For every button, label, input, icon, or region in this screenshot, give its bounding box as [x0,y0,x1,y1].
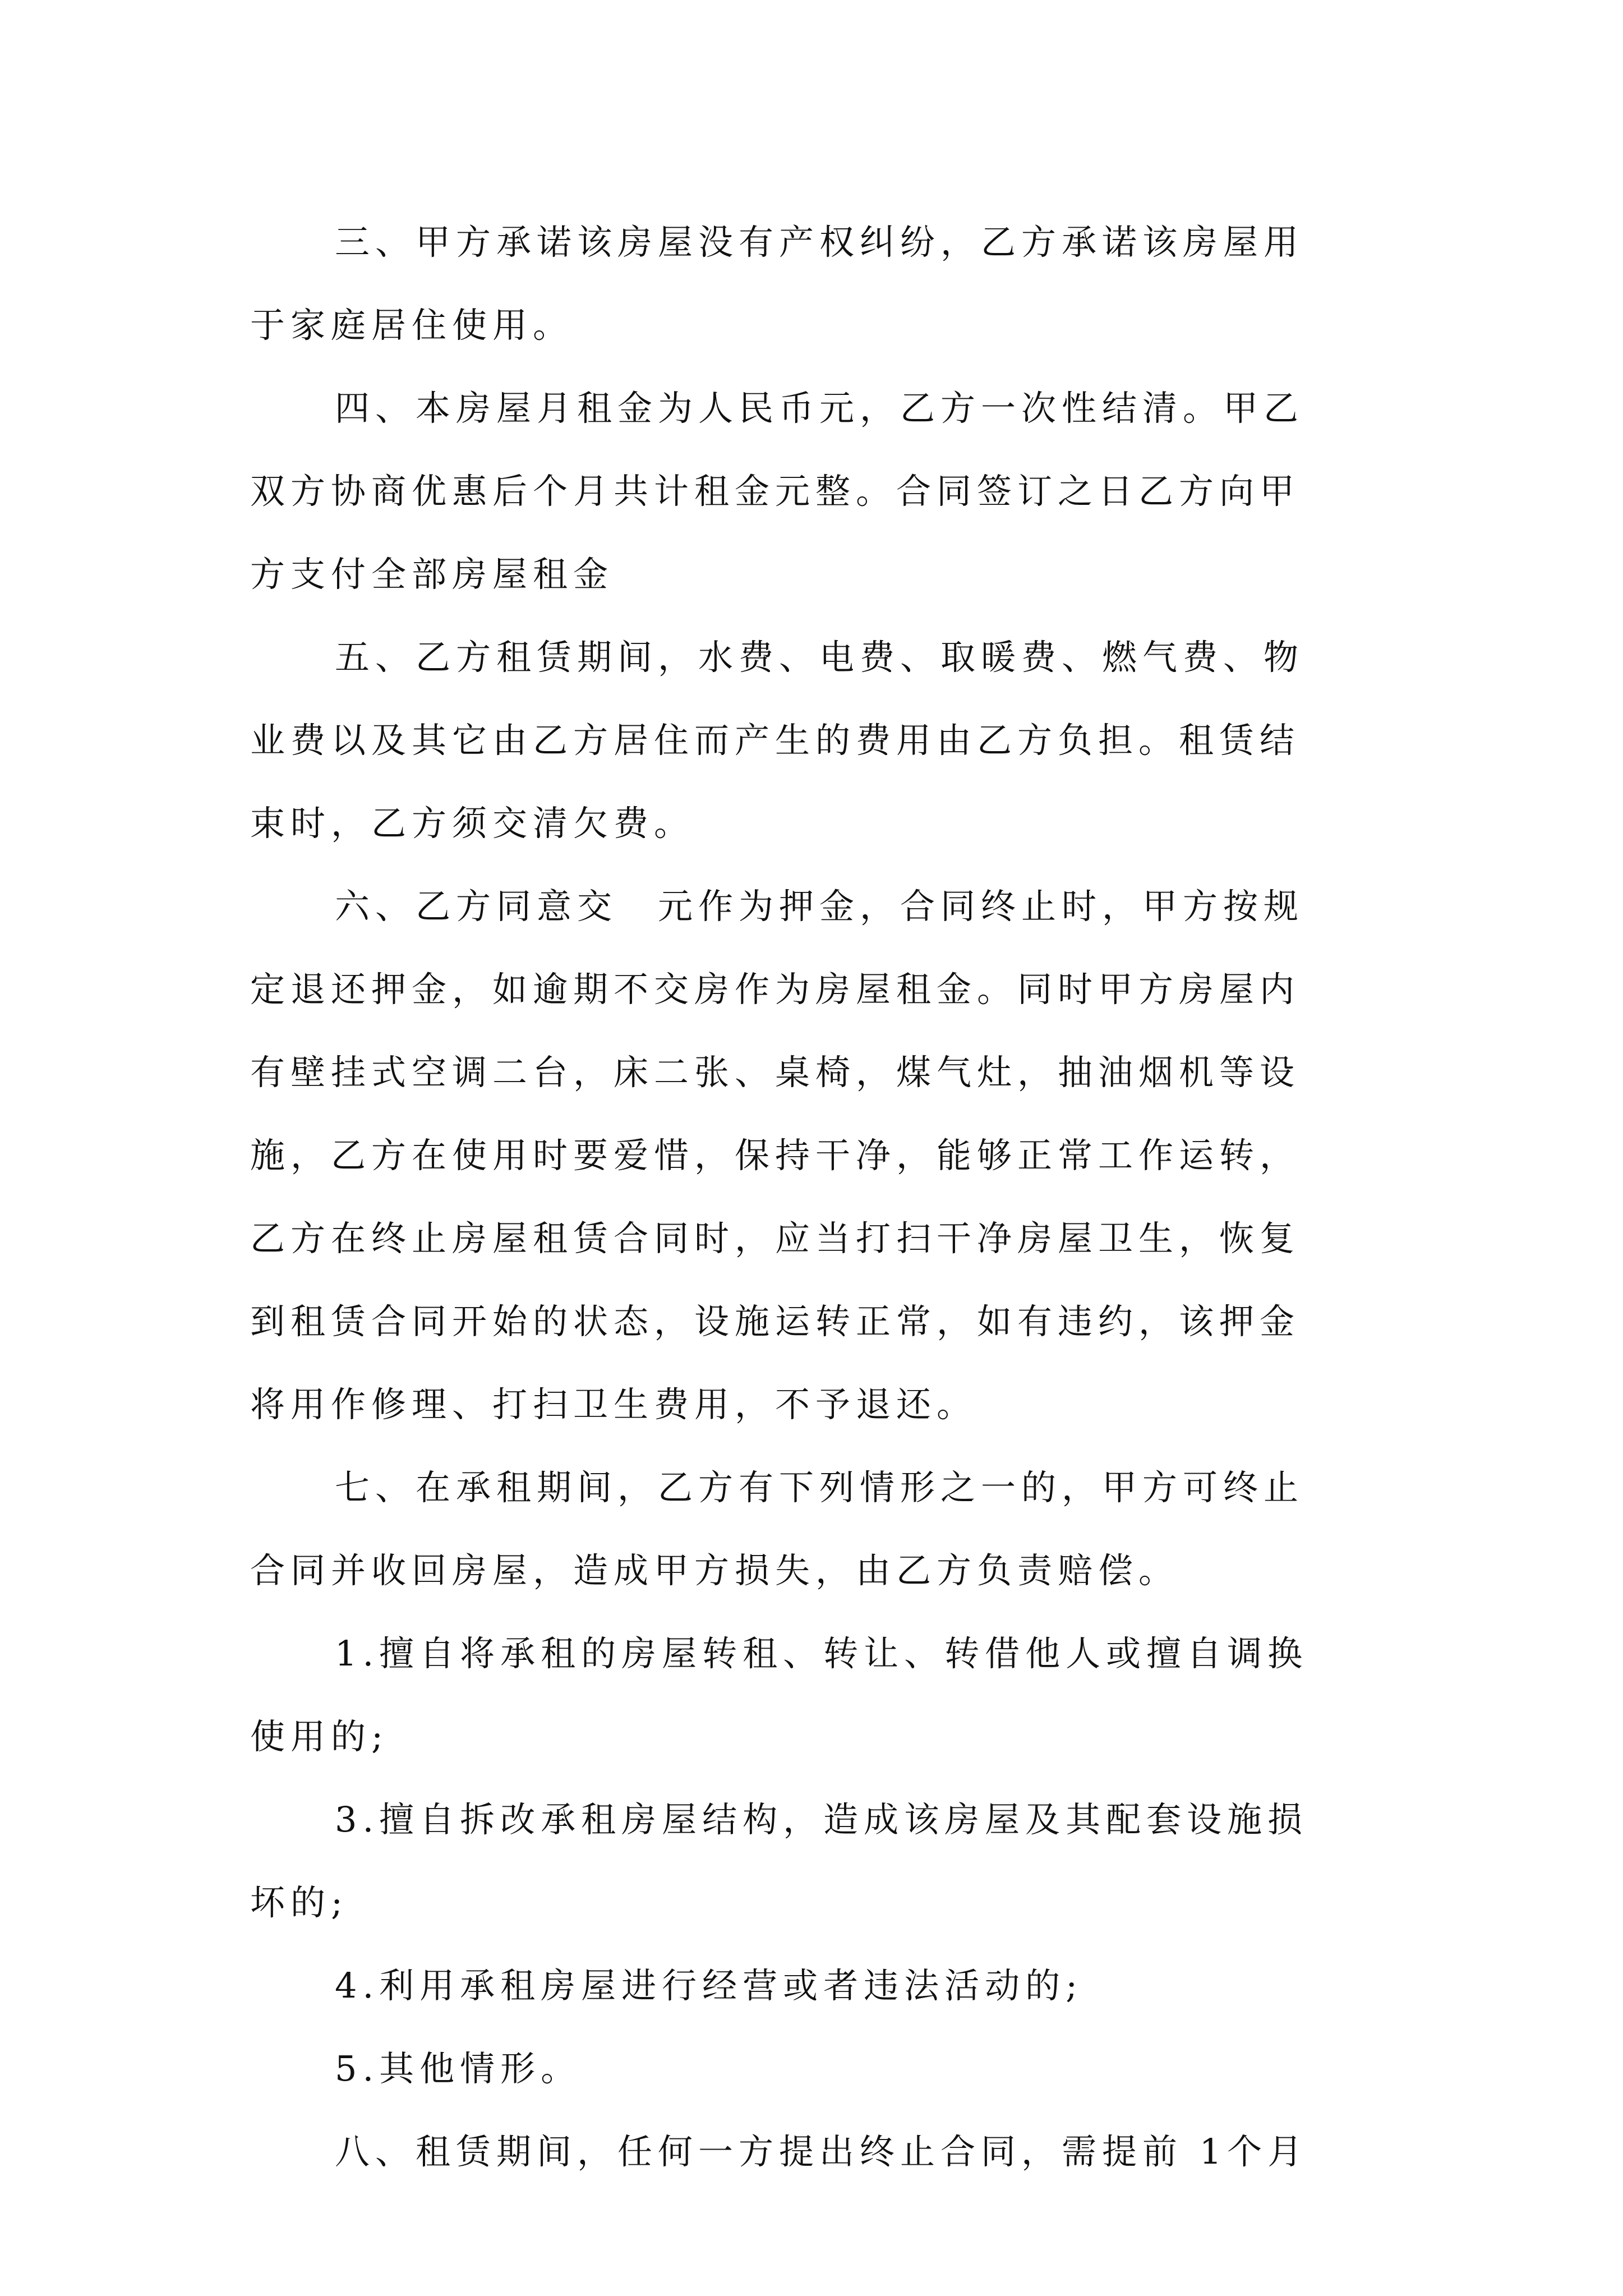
text-line: 4.利用承租房屋进行经营或者违法活动的; [335,1965,1083,2006]
text-line: 三、甲方承诺该房屋没有产权纠纷，乙方承诺该房屋用 [335,222,1304,263]
text-line: 合同并收回房屋，造成甲方损失，由乙方负责赔偿。 [250,1550,1179,1591]
text-line: 束时，乙方须交清欠费。 [250,803,695,844]
text-line: 施，乙方在使用时要爱惜，保持干净，能够正常工作运转， [250,1135,1301,1176]
text-line: 五、乙方租赁期间，水费、电费、取暖费、燃气费、物 [335,637,1304,678]
text-line: 双方协商优惠后个月共计租金元整。合同签订之日乙方向甲 [250,471,1301,512]
text-line: 业费以及其它由乙方居住而产生的费用由乙方负担。租赁结 [250,720,1301,761]
text-line: 3.擅自拆改承租房屋结构，造成该房屋及其配套设施损 [335,1799,1308,1840]
text-line: 定退还押金，如逾期不交房作为房屋租金。同时甲方房屋内 [250,969,1301,1010]
text-line: 使用的; [250,1716,389,1757]
text-line: 七、在承租期间，乙方有下列情形之一的，甲方可终止 [335,1467,1304,1508]
text-line: 1.擅自将承租的房屋转租、转让、转借他人或擅自调换 [335,1633,1308,1674]
text-line: 将用作修理、打扫卫生费用，不予退还。 [250,1384,978,1425]
text-line: 六、乙方同意交 元作为押金，合同终止时，甲方按规 [335,886,1304,927]
text-line: 方支付全部房屋租金 [250,554,614,595]
text-line: 5.其他情形。 [335,2048,582,2089]
text-line: 四、本房屋月租金为人民币元，乙方一次性结清。甲乙 [335,388,1304,429]
text-line: 八、租赁期间，任何一方提出终止合同，需提前 1个月 [335,2131,1308,2172]
text-line: 到租赁合同开始的状态，设施运转正常，如有违约，该押金 [250,1301,1301,1342]
text-line: 乙方在终止房屋租赁合同时，应当打扫干净房屋卫生，恢复 [250,1218,1301,1259]
text-line: 于家庭居住使用。 [250,305,574,346]
text-line: 有壁挂式空调二台，床二张、桌椅，煤气灶，抽油烟机等设 [250,1052,1301,1093]
text-line: 坏的; [250,1882,348,1923]
